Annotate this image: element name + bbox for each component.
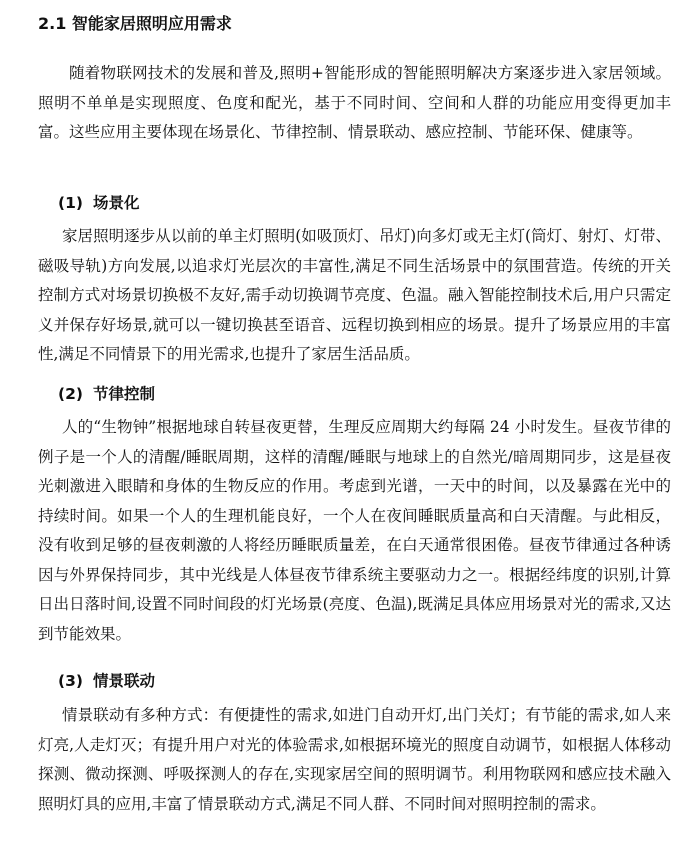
subsection-number: (1) <box>58 194 83 212</box>
subsection-heading-rhythm <box>58 381 155 407</box>
linkage-paragraph: 情景联动有多种方式：有便捷性的需求,如进门自动开灯,出门关灯；有节能的需求,如人来灯亮,人走灯灭；有提升用户对光的体验需求,如根据环境光的照度自动调节，如根据人体移动探测、微动探测、呼吸探测人的存在,实现家居空间的照明调节。利用物联网和感应技术融入照明灯具的应用,丰富了情景联动方式,满足不同人群、不同时间对照明控制的需求。 <box>38 706 671 813</box>
subsection-heading-linkage <box>58 668 155 694</box>
scene-paragraph: 家居照明逐步从以前的单主灯照明(如吸顶灯、吊灯)向多灯或无主灯(筒灯、射灯、灯带、磁吸导轨)方向发展,以追求灯光层次的丰富性,满足不同生活场景中的氛围营造。传统的开关控制方式对场景切换极不友好,需手动切换调节亮度、色温。融入智能控制技术后,用户只需定义并保存好场景,就可以一键切换甚至语音、远程切换到相应的场景。提升了场景应用的丰富性,满足不同情景下的用光需求,也提升了家居生活品质。 <box>38 227 671 363</box>
subsection-heading-scene <box>58 190 139 216</box>
subsection-number: (2) <box>58 385 83 403</box>
subsection-title: 情景联动 <box>92 672 155 690</box>
subsection-number: (3) <box>58 672 83 690</box>
section-title: 2.1 智能家居照明应用需求 <box>38 14 232 33</box>
subsection-title: 节律控制 <box>92 385 155 403</box>
intro-paragraph: 随着物联网技术的发展和普及,照明+智能形成的智能照明解决方案逐步进入家居领域。照明不单单是实现照度、色度和配光，基于不同时间、空间和人群的功能应用变得更加丰富。这些应用主要体现在场景化、节律控制、情景联动、感应控制、节能环保、健康等。 <box>38 64 671 141</box>
subsection-title: 场景化 <box>92 194 140 212</box>
rhythm-paragraph: 人的“生物钟”根据地球自转昼夜更替，生理反应周期大约每隔 24 小时发生。昼夜节律的例子是一个人的清醒/睡眠周期，这样的清醒/睡眠与地球上的自然光/暗周期同步，这是昼夜光刺激进入眼睛和身体的生物反应的作用。考虑到光谱，一天中的时间，以及暴露在光中的持续时间。如果一个人的生理机能良好，一个人在夜间睡眠质量高和白天清醒。与此相反，没有收到足够的昼夜刺激的人将经历睡眠质量差，在白天通常很困倦。昼夜节律通过各种诱因与外界保持同步，其中光线是人体昼夜节律系统主要驱动力之一。根据经纬度的识别,计算日出日落时间,设置不同时间段的灯光场景(亮度、色温),既满足具体应用场景对光的需求,又达到节能效果。 <box>38 418 671 643</box>
